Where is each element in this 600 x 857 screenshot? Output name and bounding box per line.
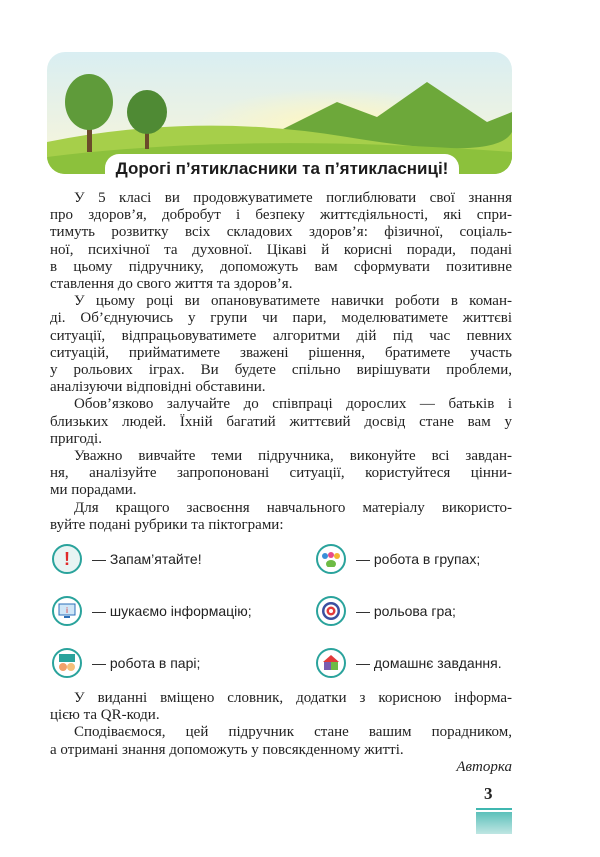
pictogram-label: — робота в парі; [92, 655, 201, 671]
pictogram-label: — робота в групах; [356, 551, 481, 567]
svg-text:i: i [66, 606, 68, 615]
pictogram-info [52, 596, 252, 626]
page-number-block [476, 812, 512, 834]
text-line: Для кращого засвоєння навчального матеріалу використо- [74, 499, 512, 516]
pictogram-label: — рольова гра; [356, 603, 456, 619]
closing-text [50, 690, 512, 776]
intro-text [50, 190, 512, 534]
text-line: цією та QR-коди. [50, 707, 160, 724]
text-line: Сподіваємося, цей підручник стане вашим порадником, [74, 724, 512, 741]
text-line: Уважно вивчайте теми підручника, виконуйте всі завдан- [74, 448, 512, 465]
text-line: в цьому підручнику, допоможуть вам сформувати позитивне [50, 258, 512, 275]
text-line: У цьому році ви опановуватимете навички роботи в коман- [74, 293, 512, 310]
text-line: про здоров’я, добробут і безпеку життєдіяльності, які спри- [50, 207, 512, 224]
pair-work-icon [52, 648, 82, 678]
author-signature: Авторка [456, 758, 512, 775]
pictogram-label: — Запам’ятайте! [92, 551, 202, 567]
info-monitor-icon [52, 596, 82, 626]
homework-icon [316, 648, 346, 678]
pictogram-homework [316, 648, 502, 678]
pictogram-role-play [316, 596, 456, 626]
text-line: аналізуючи відповідні обставини. [50, 379, 266, 396]
pictogram-legend [50, 544, 512, 688]
text-line: ді. Об’єднуючись у групи чи пари, моделюватимете життєві [50, 310, 512, 327]
text-line: пригоді. [50, 430, 102, 447]
page-number: 3 [484, 784, 493, 803]
group-work-icon [316, 544, 346, 574]
pictogram-pair-work [52, 648, 200, 678]
text-line: ми порадами. [50, 482, 137, 499]
pictogram-label: — шукаємо інформацію; [92, 603, 252, 619]
text-line: У виданні вміщено словник, додатки з корисною інформа- [74, 690, 512, 706]
text-line: у рольових іграх. Ви будете спільно вирішувати проблеми, [50, 362, 512, 379]
page-title: Дорогі п’ятикласники та п’ятикласниці! [105, 154, 459, 184]
text-line: близьких людей. Їхній багатий життєвий досвід стане вам у [50, 413, 512, 430]
target-icon [316, 596, 346, 626]
text-line: ставлення до свого життя та здоров’я. [50, 276, 293, 293]
pictogram-label: — домашнє завдання. [356, 655, 502, 671]
text-line: тимуть розвитку всіх складових здоров’я: фізичної, соціаль- [50, 224, 512, 241]
pictogram-remember [52, 544, 202, 574]
page-number-rule [476, 808, 512, 810]
text-line: а отримані знання допоможуть у повсякденному житті. [50, 741, 404, 758]
pictogram-group-work [316, 544, 480, 574]
text-line: ситуацій, прийматимете зважені рішення, братимете участь [50, 344, 512, 361]
text-line: ної, психічної та духовної. Цікаві й корисні поради, подані [50, 241, 512, 258]
exclamation-icon: ! [52, 544, 82, 574]
text-line: ситуації, відпрацьовуватимете алгоритми дій під час певних [50, 327, 512, 344]
text-line: вуйте подані рубрики та піктограми: [50, 516, 284, 533]
text-line: ня, аналізуйте запропоновані ситуації, користуйтеся цінни- [50, 465, 512, 482]
text-line: У 5 класі ви продовжуватимете поглиблювати свої знання [74, 190, 512, 206]
text-line: Обов’язково залучайте до співпраці дорослих — батьків і [74, 396, 512, 413]
